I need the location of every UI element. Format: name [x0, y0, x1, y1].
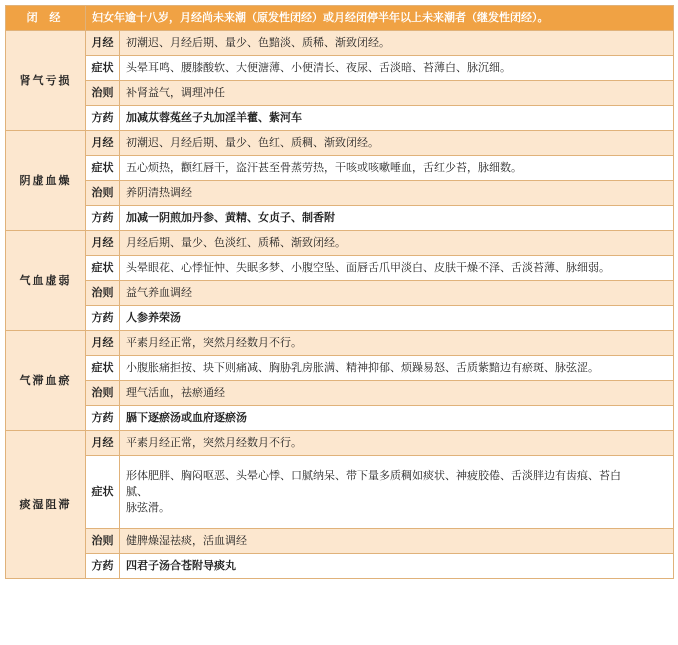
treatment-text: 理气活血，祛瘀通经 [120, 381, 674, 406]
pattern-row [6, 206, 674, 231]
menses-label: 月经 [86, 231, 120, 256]
pattern-row [6, 131, 674, 156]
pattern-row [6, 106, 674, 131]
pattern-row [6, 306, 674, 331]
prescription-label: 方药 [86, 554, 120, 579]
treatment-label: 治则 [86, 181, 120, 206]
menses-label: 月经 [86, 31, 120, 56]
pattern-row [6, 81, 674, 106]
treatment-label: 治则 [86, 81, 120, 106]
treatment-text: 健脾燥湿祛痰，活血调经 [120, 529, 674, 554]
definition-text: 妇女年逾十八岁，月经尚未来潮（原发性闭经）或月经闭停半年以上未来潮者（继发性闭经）。 [86, 6, 674, 31]
symptoms-text: 头晕眼花、心悸怔忡、失眠多梦、小腹空坠、面唇舌爪甲淡白、皮肤干燥不泽、舌淡苔薄、脉细弱。 [120, 256, 674, 281]
prescription-text: 加减苁蓉菟丝子丸加淫羊藿、紫河车 [120, 106, 674, 131]
pattern-row [6, 554, 674, 579]
pattern-name: 痰湿阻滞 [6, 431, 86, 579]
header-row [6, 6, 674, 31]
pattern-row [6, 56, 674, 81]
symptoms-label: 症状 [86, 356, 120, 381]
pattern-name: 气滞血瘀 [6, 331, 86, 431]
menses-text: 平素月经正常，突然月经数月不行。 [120, 331, 674, 356]
treatment-text: 养阴清热调经 [120, 181, 674, 206]
pattern-row [6, 281, 674, 306]
treatment-label: 治则 [86, 281, 120, 306]
treatment-text: 补肾益气，调理冲任 [120, 81, 674, 106]
pattern-row [6, 156, 674, 181]
pattern-row [6, 331, 674, 356]
pattern-row [6, 456, 674, 529]
prescription-text: 膈下逐瘀汤或血府逐瘀汤 [120, 406, 674, 431]
prescription-label: 方药 [86, 306, 120, 331]
symptoms-text [120, 456, 674, 529]
menses-text: 平素月经正常，突然月经数月不行。 [120, 431, 674, 456]
pattern-name: 肾气亏损 [6, 31, 86, 131]
symptoms-label: 症状 [86, 56, 120, 81]
symptoms-line: 腻、 [126, 485, 148, 498]
symptoms-line: 脉弦滑。 [126, 501, 170, 514]
menses-text: 初潮迟、月经后期、量少、色红、质稠、渐致闭经。 [120, 131, 674, 156]
symptoms-text: 头晕耳鸣、腰膝酸软、大便溏薄、小便清长、夜尿、舌淡暗、苔薄白、脉沉细。 [120, 56, 674, 81]
symptoms-text: 小腹胀痛拒按、块下则痛减、胸胁乳房胀满、精神抑郁、烦躁易怒、舌质紫黯边有瘀斑、脉弦涩。 [120, 356, 674, 381]
pattern-row [6, 529, 674, 554]
menses-text: 月经后期、量少、色淡红、质稀、渐致闭经。 [120, 231, 674, 256]
pattern-row [6, 231, 674, 256]
menses-label: 月经 [86, 331, 120, 356]
symptoms-label: 症状 [86, 256, 120, 281]
pattern-row [6, 356, 674, 381]
pattern-row [6, 256, 674, 281]
treatment-label: 治则 [86, 381, 120, 406]
pattern-row [6, 406, 674, 431]
pattern-row [6, 31, 674, 56]
symptoms-label: 症状 [86, 456, 120, 529]
prescription-text: 人参养荣汤 [120, 306, 674, 331]
menses-label: 月经 [86, 431, 120, 456]
prescription-label: 方药 [86, 106, 120, 131]
amenorrhea-table [5, 5, 674, 579]
symptoms-line: 形体肥胖、胸闷呕恶、头晕心悸、口腻纳呆、带下量多质稠如痰状、神疲胶倦、舌淡胖边有齿痕、苔白 [126, 469, 621, 482]
pattern-row [6, 431, 674, 456]
menses-label: 月经 [86, 131, 120, 156]
prescription-text: 加减一阴煎加丹参、黄精、女贞子、制香附 [120, 206, 674, 231]
treatment-label: 治则 [86, 529, 120, 554]
pattern-name: 气血虚弱 [6, 231, 86, 331]
symptoms-label: 症状 [86, 156, 120, 181]
symptoms-text: 五心烦热，颧红唇干，盗汗甚至骨蒸劳热，干咳或咳嗽唾血，舌红少苔，脉细数。 [120, 156, 674, 181]
pattern-name: 阴虚血燥 [6, 131, 86, 231]
prescription-label: 方药 [86, 206, 120, 231]
pattern-row [6, 381, 674, 406]
pattern-row [6, 181, 674, 206]
table-title: 闭 经 [6, 6, 86, 31]
treatment-text: 益气养血调经 [120, 281, 674, 306]
prescription-text: 四君子汤合苍附导痰丸 [120, 554, 674, 579]
prescription-label: 方药 [86, 406, 120, 431]
menses-text: 初潮迟、月经后期、量少、色黯淡、质稀、渐致闭经。 [120, 31, 674, 56]
